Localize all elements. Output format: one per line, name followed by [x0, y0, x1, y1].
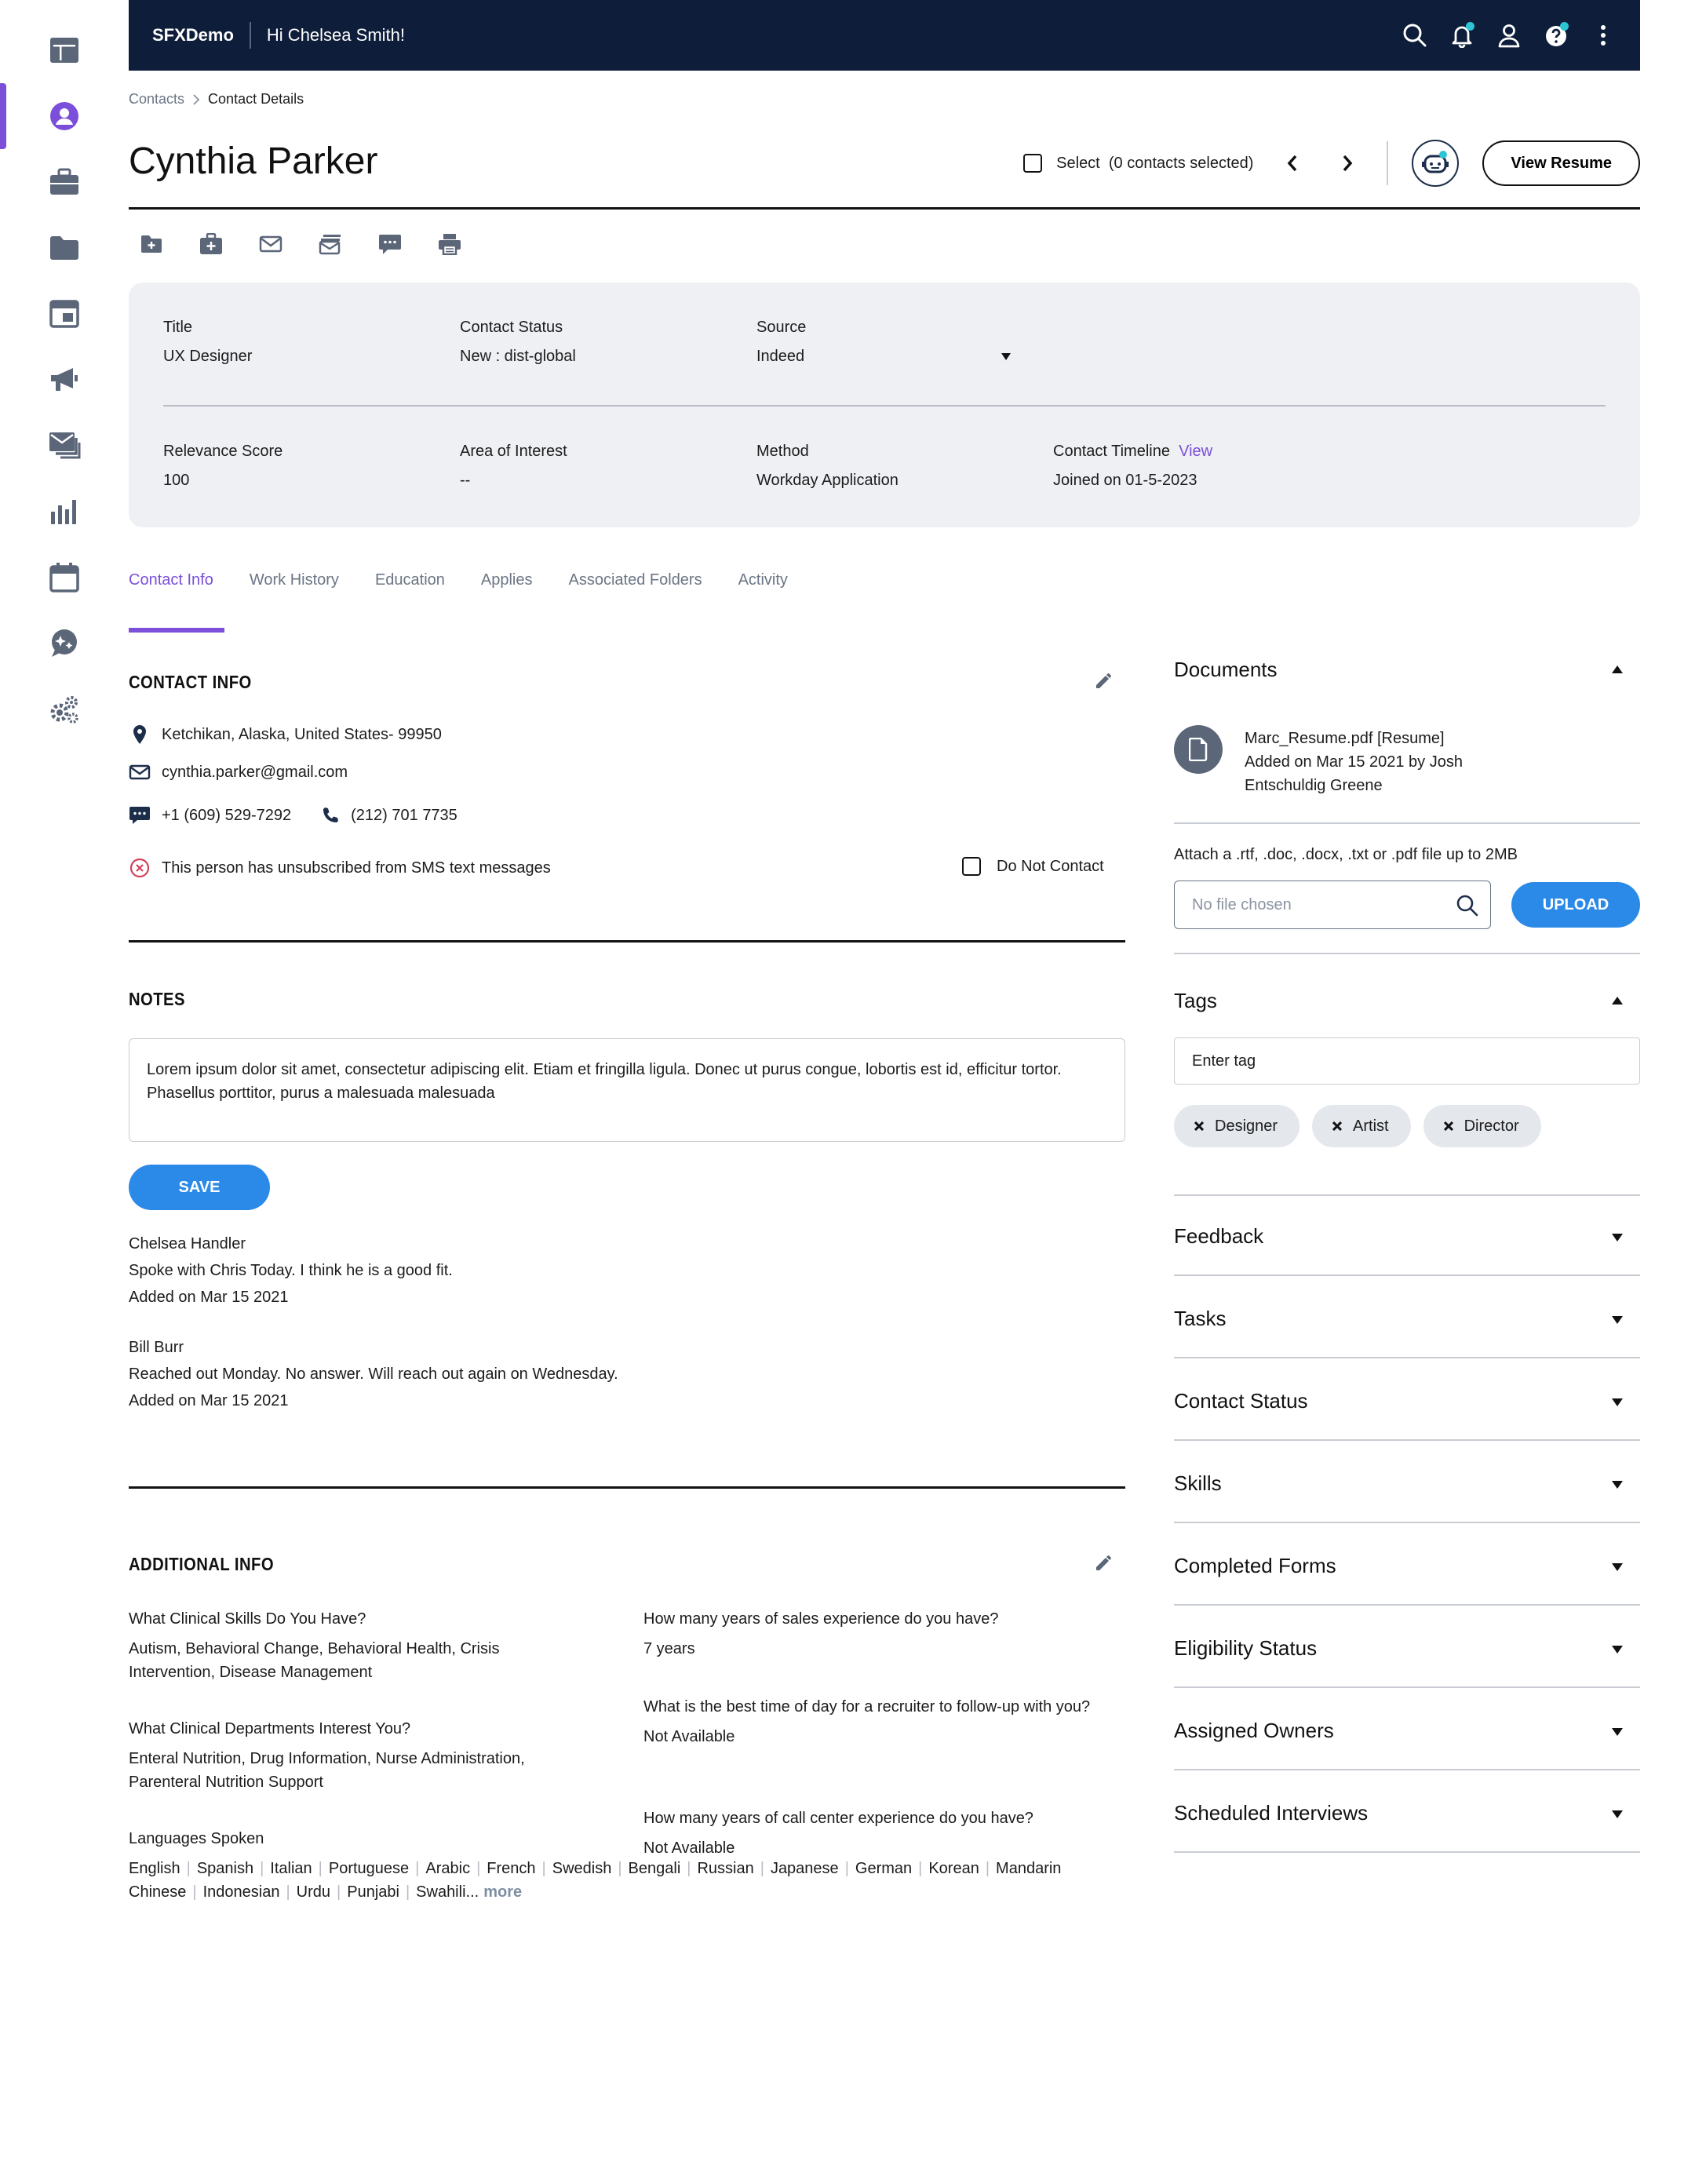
additional-info-heading: ADDITIONAL INFO: [129, 1554, 275, 1574]
caret-down-icon: [1612, 1728, 1623, 1736]
file-chooser-input[interactable]: [1174, 881, 1491, 929]
caret-down-icon: [1612, 1398, 1623, 1406]
document-file-name[interactable]: Marc_Resume.pdf [Resume]: [1245, 730, 1445, 747]
question-label: How many years of sales experience do you have?: [643, 1610, 999, 1628]
answer-value: Autism, Behavioral Change, Behavioral Health, Crisis Intervention, Disease Management: [129, 1640, 500, 1681]
contact-info-divider: [129, 940, 1125, 943]
language-item: Swedish: [552, 1860, 612, 1877]
language-separator: |: [192, 1883, 197, 1901]
note-entry: [129, 1334, 618, 1414]
language-item: French: [487, 1860, 536, 1877]
language-item: Indonesian: [202, 1883, 280, 1901]
breadcrumb: [129, 91, 304, 108]
title-divider: [129, 207, 1640, 210]
user-greeting: Hi Chelsea Smith!: [266, 25, 405, 45]
accordion-completed-forms[interactable]: [1174, 1524, 1640, 1606]
contact-timeline-field: [1053, 443, 1212, 490]
language-separator: |: [918, 1860, 923, 1877]
sms-icon: [129, 805, 151, 826]
brand-divider: [250, 22, 251, 49]
header-divider: [1387, 141, 1388, 185]
tag-label: Designer: [1215, 1117, 1278, 1135]
messages-icon[interactable]: [47, 428, 82, 463]
question-label: What Clinical Departments Interest You?: [129, 1720, 411, 1737]
print-icon[interactable]: [438, 232, 461, 256]
language-separator: |: [985, 1860, 990, 1877]
source-value: Indeed: [756, 348, 805, 365]
select-contact-checkbox[interactable]: [1023, 154, 1042, 173]
email-row: [129, 763, 348, 782]
language-item: German: [855, 1860, 913, 1877]
save-note-button[interactable]: SAVE: [129, 1165, 270, 1210]
note-text: Reached out Monday. No answer. Will reach out again on Wednesday.: [129, 1365, 618, 1383]
method-label: Method: [756, 443, 809, 460]
title-label: Title: [163, 319, 193, 336]
call-center-experience-field: [643, 1807, 1114, 1860]
caret-down-icon: [1612, 1316, 1623, 1324]
contact-timeline-view-link[interactable]: View: [1179, 443, 1213, 460]
language-item: Arabic: [425, 1860, 471, 1877]
email-icon: [129, 763, 151, 782]
notes-divider: [129, 1486, 1125, 1489]
tag-chip: [1312, 1105, 1411, 1147]
tab-associated-folders[interactable]: Associated Folders: [568, 571, 702, 589]
jobs-icon[interactable]: [47, 165, 82, 199]
tab-education[interactable]: Education: [374, 571, 445, 589]
language-separator: |: [286, 1883, 290, 1901]
note-author: Chelsea Handler: [129, 1235, 246, 1252]
tab-contact-info[interactable]: Contact Info: [129, 571, 213, 589]
folders-icon[interactable]: [47, 231, 82, 265]
question-label: Languages Spoken: [129, 1830, 264, 1847]
answer-value: Enteral Nutrition, Drug Information, Nurse Administration, Parenteral Nutrition Support: [129, 1750, 525, 1791]
language-separator: |: [844, 1860, 849, 1877]
answer-value: 7 years: [643, 1640, 695, 1657]
ai-assistant-button[interactable]: [1412, 140, 1459, 187]
documents-divider: [1174, 822, 1640, 824]
add-to-job-icon[interactable]: [199, 232, 223, 256]
answer-value: Not Available: [643, 1728, 735, 1745]
header-actions: [1023, 140, 1640, 187]
caret-up-icon[interactable]: [1612, 997, 1623, 1004]
accordion-skills[interactable]: [1174, 1442, 1640, 1523]
upload-divider: [1174, 953, 1640, 954]
sales-experience-field: [643, 1607, 1114, 1661]
note-author: Bill Burr: [129, 1339, 184, 1356]
upload-button[interactable]: UPLOAD: [1511, 882, 1640, 928]
file-placeholder: No file chosen: [1192, 895, 1292, 913]
accordion-label: Completed Forms: [1174, 1554, 1336, 1577]
contact-timeline-value: Joined on 01-5-2023: [1053, 472, 1197, 489]
source-label: Source: [756, 319, 807, 336]
email-icon[interactable]: [259, 232, 282, 256]
language-separator: |: [760, 1860, 764, 1877]
note-date: Added on Mar 15 2021: [129, 1392, 289, 1409]
user-profile-icon[interactable]: [1496, 22, 1522, 49]
search-icon: [1456, 894, 1479, 917]
tag-chip: [1423, 1105, 1541, 1147]
accordion-label: Tasks: [1174, 1307, 1227, 1330]
documents-heading[interactable]: Documents: [1174, 658, 1278, 681]
language-item: Russian: [697, 1860, 754, 1877]
breadcrumb-current: Contact Details: [208, 91, 304, 107]
campaigns-icon[interactable]: [47, 363, 82, 397]
remove-tag-x-icon[interactable]: [1194, 1121, 1204, 1131]
select-label: [1056, 155, 1253, 173]
note-text: Spoke with Chris Today. I think he is a good fit.: [129, 1262, 453, 1279]
contacts-icon[interactable]: [47, 99, 82, 133]
accordion-feedback[interactable]: [1174, 1194, 1640, 1276]
mobile-number[interactable]: +1 (609) 529-7292: [162, 806, 292, 824]
location-pin-icon: [129, 724, 151, 746]
notification-dot: [1466, 22, 1474, 31]
calendar-icon[interactable]: [47, 560, 82, 595]
notifications-bell-icon[interactable]: [1449, 22, 1475, 49]
accordion-scheduled-interviews[interactable]: [1174, 1771, 1640, 1853]
source-field: [756, 319, 1015, 366]
language-item: Swahili...: [416, 1883, 479, 1901]
notes-textarea[interactable]: Lorem ipsum dolor sit amet, consectetur adipiscing elit. Etiam et fringilla ligula. Donec ut purus congue, lobortis est id, efficitur tortor. Phasellus porttitor, purus a malesuada malesuada: [129, 1038, 1125, 1142]
tag-label: Artist: [1353, 1117, 1389, 1135]
follow-up-time-field: [643, 1695, 1114, 1748]
language-separator: |: [405, 1883, 410, 1901]
phone-number[interactable]: (212) 701 7735: [351, 806, 457, 824]
language-separator: |: [541, 1860, 546, 1877]
language-item: English: [129, 1860, 180, 1877]
language-separator: |: [186, 1860, 191, 1877]
caret-down-icon: [1612, 1234, 1623, 1241]
accordion-contact-status[interactable]: [1174, 1359, 1640, 1441]
reports-icon[interactable]: [47, 494, 82, 529]
left-nav-rail: [0, 0, 129, 2184]
question-label: What is the best time of day for a recruiter to follow-up with you?: [643, 1698, 1091, 1715]
language-separator: |: [318, 1860, 323, 1877]
tags-heading[interactable]: Tags: [1174, 989, 1217, 1012]
chevron-right-icon: [1341, 154, 1354, 173]
top-bar-actions: [1402, 0, 1617, 71]
brand-name[interactable]: SFXDemo: [152, 25, 234, 45]
language-item: Bengali: [628, 1860, 681, 1877]
do-not-contact-row: [962, 857, 1104, 876]
active-tab-underline: [129, 628, 224, 633]
contact-action-toolbar: [140, 232, 461, 256]
contact-timeline-text: Contact Timeline: [1053, 443, 1170, 460]
accordion-label: Skills: [1174, 1471, 1222, 1495]
source-dropdown[interactable]: [756, 348, 1015, 366]
portal-icon[interactable]: [47, 297, 82, 331]
accordion-label: Assigned Owners: [1174, 1719, 1334, 1742]
address-text: Ketchikan, Alaska, United States- 99950: [162, 725, 442, 743]
tag-chip: [1174, 1105, 1300, 1147]
contact-status-value: New : dist-global: [460, 348, 576, 365]
contact-info-heading: CONTACT INFO: [129, 672, 252, 692]
area-of-interest-field: [460, 443, 567, 490]
top-bar: [129, 0, 1640, 71]
document-added-info: Added on Mar 15 2021 by Josh Entschuldig Greene: [1245, 753, 1463, 794]
method-value: Workday Application: [756, 472, 899, 489]
title-field: [163, 319, 252, 366]
edit-additional-info-icon[interactable]: [1094, 1554, 1113, 1573]
relevance-score-value: 100: [163, 472, 190, 489]
language-item: Japanese: [770, 1860, 839, 1877]
help-notification-dot: [1560, 22, 1569, 31]
relevance-score-field: [163, 443, 282, 490]
unsubscribed-text: This person has unsubscribed from SMS text messages: [162, 859, 551, 877]
language-item: Korean: [928, 1860, 979, 1877]
relevance-score-label: Relevance Score: [163, 443, 283, 460]
language-separator: |: [618, 1860, 622, 1877]
tag-label: Director: [1464, 1117, 1519, 1135]
phone-icon: [321, 806, 340, 825]
method-field: [756, 443, 899, 490]
tab-work-history[interactable]: Work History: [249, 571, 339, 589]
language-separator: |: [337, 1883, 341, 1901]
sms-unsubscribed-notice: [129, 857, 551, 879]
document-file-icon: [1174, 725, 1223, 774]
add-to-folder-icon[interactable]: [140, 232, 163, 256]
attach-hint: Attach a .rtf, .doc, .docx, .txt or .pdf file up to 2MB: [1174, 846, 1518, 863]
more-vertical-icon[interactable]: [1590, 22, 1617, 49]
language-item: Urdu: [296, 1883, 331, 1901]
remove-tag-x-icon[interactable]: [1444, 1121, 1453, 1131]
next-contact-button[interactable]: [1332, 148, 1363, 179]
caret-down-icon: [1612, 1563, 1623, 1571]
question-label: How many years of call center experience do you have?: [643, 1810, 1033, 1827]
caret-down-icon: [1612, 1646, 1623, 1653]
language-item: Italian: [270, 1860, 312, 1877]
tag-chips: [1174, 1105, 1541, 1147]
answer-value: Not Available: [643, 1839, 735, 1857]
contact-tabs: [129, 571, 788, 589]
caret-down-icon: [1612, 1481, 1623, 1489]
title-value: UX Designer: [163, 348, 253, 365]
language-separator: |: [476, 1860, 481, 1877]
contact-name: Cynthia Parker: [129, 140, 378, 182]
edit-contact-info-icon[interactable]: [1094, 672, 1113, 691]
accordion-label: Eligibility Status: [1174, 1636, 1318, 1660]
chevron-right-icon: [192, 93, 200, 106]
breadcrumb-contacts-link[interactable]: Contacts: [129, 91, 185, 107]
caret-down-icon: [1612, 1810, 1623, 1818]
chatbot-icon: [1421, 149, 1449, 177]
area-of-interest-label: Area of Interest: [460, 443, 567, 460]
accordion-label: Contact Status: [1174, 1389, 1308, 1413]
contact-status-label: Contact Status: [460, 319, 563, 336]
previous-contact-button[interactable]: [1277, 148, 1308, 179]
help-globe-icon[interactable]: [1543, 22, 1569, 49]
ai-icon[interactable]: [47, 626, 82, 661]
address-row: [129, 724, 442, 746]
accordion-label: Feedback: [1174, 1224, 1264, 1248]
selected-count: (0 contacts selected): [1108, 154, 1254, 172]
note-date: Added on Mar 15 2021: [129, 1289, 289, 1306]
caret-down-icon: [1001, 353, 1011, 360]
sms-message-icon[interactable]: [378, 232, 402, 256]
do-not-contact-checkbox[interactable]: [962, 857, 981, 876]
dashboard-icon[interactable]: [47, 33, 82, 67]
area-of-interest-value: --: [460, 472, 471, 489]
tab-applies[interactable]: Applies: [480, 571, 533, 589]
notes-heading: NOTES: [129, 989, 185, 1009]
language-item: Portuguese: [328, 1860, 410, 1877]
language-item: Spanish: [196, 1860, 254, 1877]
settings-icon[interactable]: [47, 692, 82, 727]
language-separator: |: [415, 1860, 420, 1877]
question-label: What Clinical Skills Do You Have?: [129, 1610, 366, 1628]
note-entry: [129, 1231, 453, 1311]
view-resume-button[interactable]: View Resume: [1482, 140, 1640, 186]
document-entry: [1245, 727, 1543, 797]
contact-status-field: [460, 319, 576, 366]
contact-timeline-label: [1053, 443, 1212, 461]
select-text: Select: [1056, 154, 1100, 172]
do-not-contact-label: Do Not Contact: [997, 857, 1104, 875]
caret-up-icon[interactable]: [1612, 665, 1623, 673]
language-separator: |: [687, 1860, 691, 1877]
accordion-assigned-owners[interactable]: [1174, 1689, 1640, 1770]
tag-input[interactable]: Enter tag: [1174, 1037, 1640, 1085]
contact-summary-card: [129, 283, 1640, 527]
language-item: Punjabi: [347, 1883, 399, 1901]
mass-email-icon[interactable]: [319, 232, 342, 256]
languages-list: [129, 1857, 1062, 1904]
accordion-label: Scheduled Interviews: [1174, 1801, 1369, 1825]
email-text[interactable]: cynthia.parker@gmail.com: [162, 763, 348, 781]
clinical-departments-field: [129, 1717, 584, 1794]
search-icon[interactable]: [1402, 22, 1428, 49]
clinical-skills-field: [129, 1607, 568, 1684]
phone-row: [129, 805, 457, 826]
chevron-left-icon: [1286, 154, 1299, 173]
tab-activity[interactable]: Activity: [738, 571, 788, 589]
unsubscribed-x-icon: [129, 857, 151, 879]
accordion-eligibility-status[interactable]: [1174, 1606, 1640, 1688]
accordion-tasks[interactable]: [1174, 1277, 1640, 1358]
language-separator: |: [260, 1860, 264, 1877]
active-nav-indicator: [0, 83, 6, 149]
remove-tag-x-icon[interactable]: [1332, 1121, 1342, 1131]
languages-more-link[interactable]: more: [483, 1883, 523, 1901]
language-item: Mandarin Chinese: [129, 1860, 1062, 1901]
summary-divider: [163, 405, 1606, 407]
